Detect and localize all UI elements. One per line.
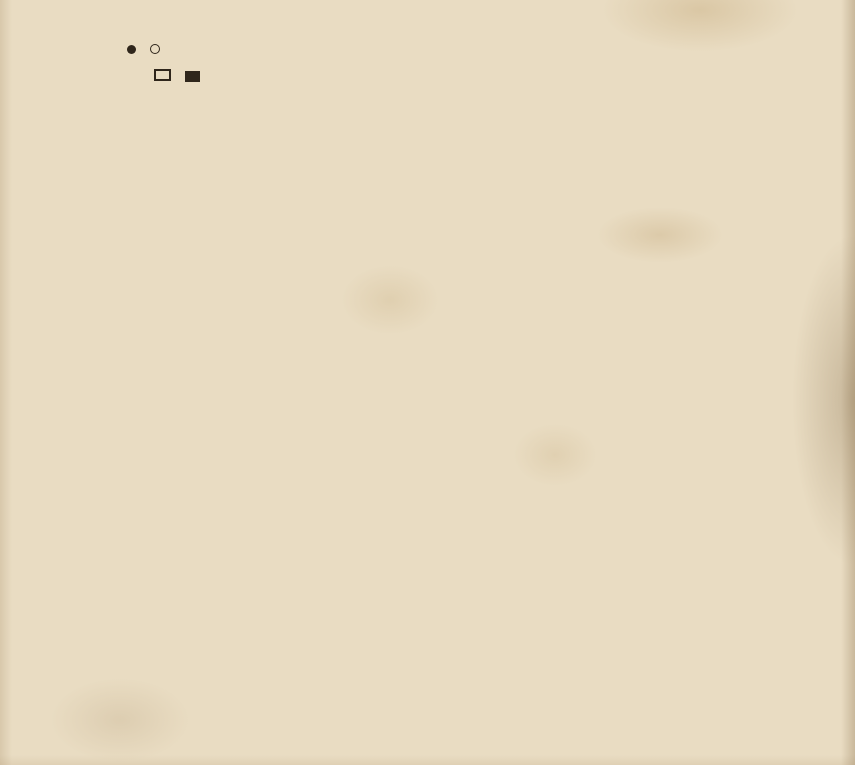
open-dot-icon <box>150 44 160 54</box>
hand-label-right <box>60 418 76 510</box>
filled-dot-icon <box>127 45 136 54</box>
filled-square-icon <box>185 71 200 82</box>
open-square-icon <box>154 69 171 81</box>
hand-label-left <box>60 280 76 372</box>
legend-squares-line <box>147 67 207 85</box>
legend-dots-line <box>120 40 167 58</box>
